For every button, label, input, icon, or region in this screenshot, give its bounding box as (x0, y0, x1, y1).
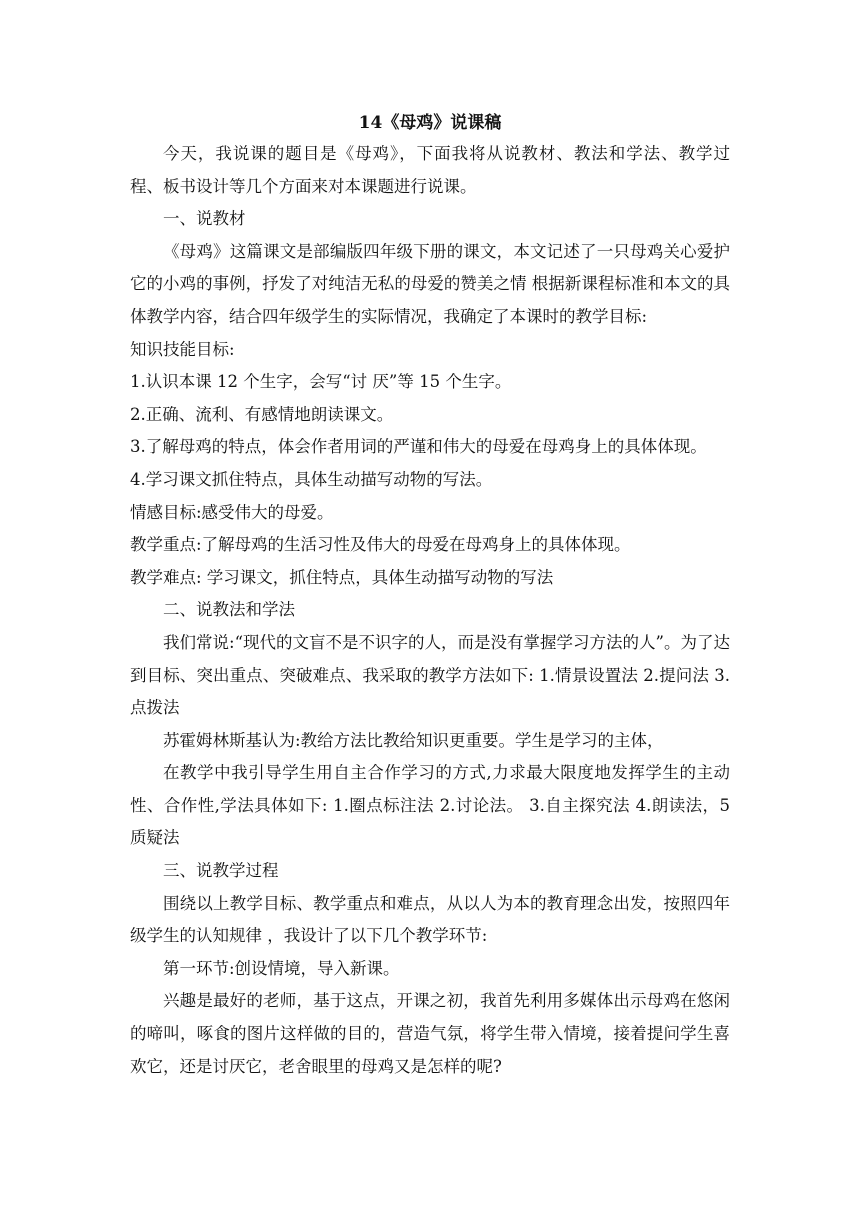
step-1-text: 兴趣是最好的老师，基于这点，开课之初，我首先利用多媒体出示母鸡在悠闲的啼叫，啄食的图片这样做的目的，营造气氛，将学生带入情境，接着提问学生喜欢它，还是讨厌它，老舍眼里的母鸡又是怎样的呢? (130, 991, 730, 1076)
process-intro-paragraph: 围绕以上教学目标、教学重点和难点，从以人为本的教育理念出发，按照四年级学生的认知规律 ，我设计了以下几个教学环节: (130, 893, 730, 946)
goal-item-3: 3.了解母鸡的特点，体会作者用词的严谨和伟大的母爱在母鸡身上的具体体现。 (130, 437, 707, 457)
goal-item-4: 4.学习课文抓住特点，具体生动描写动物的写法。 (130, 469, 493, 489)
intro-paragraph: 今天，我说课的题目是《母鸡》，下面我将从说教材、教法和学法、教学过程、板书设计等几个方面来对本课题进行说课。 (130, 144, 730, 196)
teaching-method-paragraph: 我们常说:“现代的文盲不是不识字的人，而是没有掌握学习方法的人”。为了达到目标、突出重点、突破难点、我采取的教学方法如下: 1.情景设置法 2.提问法 3.点拨法 (130, 632, 730, 718)
goal-item-2: 2.正确、流利、有感情地朗读课文。 (130, 404, 394, 424)
knowledge-goal-label: 知识技能目标: (130, 339, 235, 359)
section-heading-methods: 二、说教法和学法 (163, 600, 295, 620)
suhomlinsky-quote: 苏霍姆林斯基认为:教给方法比教给知识更重要。学生是学习的主体， (163, 730, 664, 750)
document-body (130, 138, 730, 1083)
document-title: 14《母鸡》说课稿 (358, 113, 502, 133)
emotion-goal: 情感目标:感受伟大的母爱。 (130, 502, 334, 522)
goal-item-1: 1.认识本课 12 个生字，会写“讨 厌”等 15 个生字。 (130, 372, 512, 392)
section-heading-process: 三、说教学过程 (163, 861, 279, 881)
textbook-description: 《母鸡》这篇课文是部编版四年级下册的课文，本文记述了一只母鸡关心爱护它的小鸡的事例，抒发了对纯洁无私的母爱的赞美之情 根据新课程标准和本文的具体教学内容，结合四年级学生的实际情况，我确定了本课时的教学目标: (130, 241, 730, 326)
teaching-key-point: 教学重点:了解母鸡的生活习性及伟大的母爱在母鸡身上的具体体现。 (130, 535, 631, 555)
step-1-heading: 第一环节:创设情境，导入新课。 (163, 958, 400, 978)
teaching-difficult-point: 教学难点: 学习课文，抓住特点，具体生动描写动物的写法 (130, 567, 554, 587)
learning-method-paragraph: 在教学中我引导学生用自主合作学习的方式,力求最大限度地发挥学生的主动性、合作性,学法具体如下: 1.圈点标注法 2.讨论法。 3.自主探究法 4.朗读法，5 质疑法 (130, 763, 730, 848)
section-heading-textbook: 一、说教材 (163, 209, 246, 229)
